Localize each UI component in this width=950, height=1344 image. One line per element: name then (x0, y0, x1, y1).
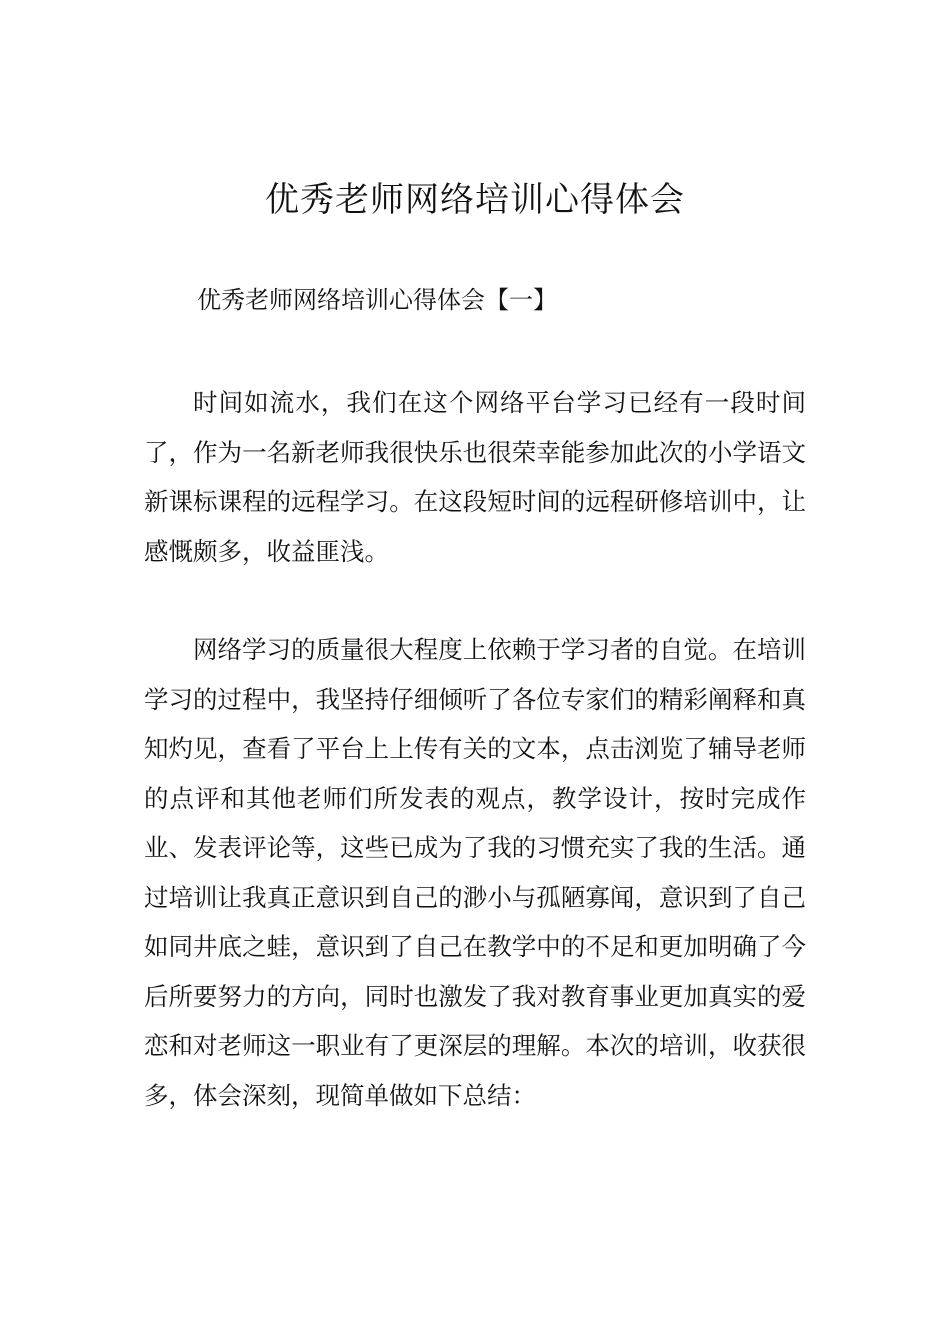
document-title: 优秀老师网络培训心得体会 (265, 180, 685, 220)
section-heading: 优秀老师网络培训心得体会【一】 (197, 286, 557, 314)
paragraph-1: 时间如流水，我们在这个网络平台学习已经有一段时间了，作为一名新老师我很快乐也很荣幸能参加此次的小学语文新课标课程的远程学习。在这段短时间的远程研修培训中，让感慨颇多，收益匪浅。 (144, 388, 806, 566)
paragraph-2: 网络学习的质量很大程度上依赖于学习者的自觉。在培训学习的过程中，我坚持仔细倾听了各位专家们的精彩阐释和真知灼见，查看了平台上上传有关的文本，点击浏览了辅导老师的点评和其他老师们所发表的观点，教学设计，按时完成作业、发表评论等，这些已成为了我的习惯充实了我的生活。通过培训让我真正意识到自己的渺小与孤陋寡闻，意识到了自己如同井底之蛙，意识到了自己在教学中的不足和更加明确了今后所要努力的方向，同时也激发了我对教育事业更加真实的爱恋和对老师这一职业有了更深层的理解。本次的培训，收获很多，体会深刻，现简单做如下总结： (144, 635, 806, 1110)
